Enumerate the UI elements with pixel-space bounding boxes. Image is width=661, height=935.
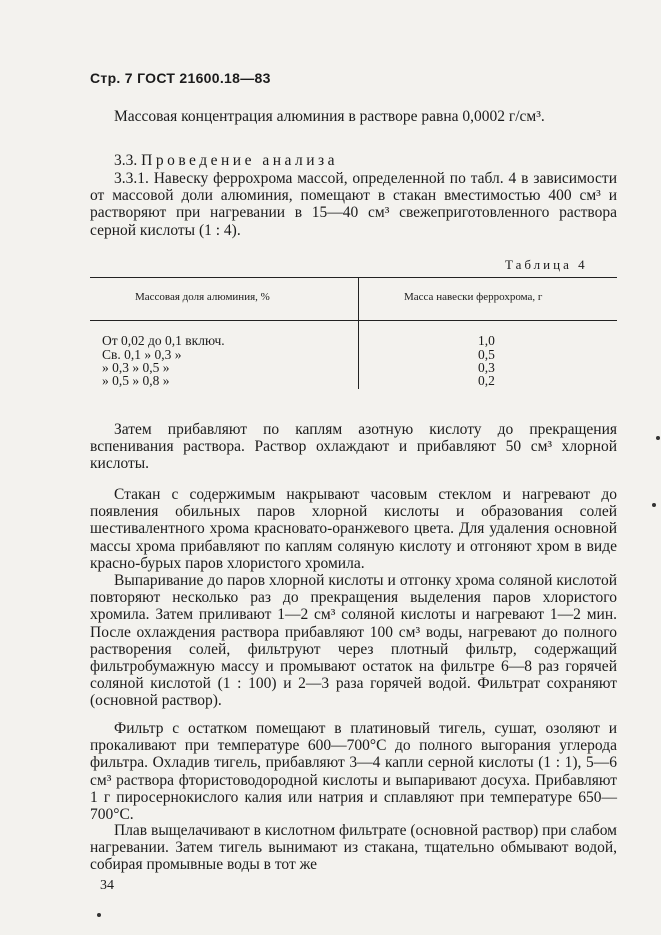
table-header-ferrochrome: Масса навески феррохрома, г [404, 291, 543, 303]
body-paragraph: Фильтр с остатком помещают в платиновый тигель, сушат, озоляют и прокаливают при температуре 600—700°С до полного выгорания углерода фильтра. Охладив тигель, прибавляют 3—4 капли серной кислоты (1 : 1), 5—6 см³ раствора фтористоводородной кислоты и выпаривают досуха. Прибавляют 1 г пиросернокислого калия или натрия и сплавляют при температуре 650—700°С. [90, 720, 617, 824]
table-row-mass: 0,3 [478, 360, 495, 375]
section-title: Проведение анализа [141, 152, 339, 169]
table-header-rule [90, 320, 617, 321]
table-caption: Таблица 4 [505, 257, 588, 272]
table-row-mass: 0,2 [478, 373, 495, 388]
body-paragraph: Выпаривание до паров хлорной кислоты и отгонку хрома соляной кислотой повторяют несколько раз до прекращения выделения паров хлористого хромила. Затем приливают 1—2 см³ соляной кислоты и нагревают 1—2 мин. После охлаждения раствора прибавляют 100 см³ воды, нагревают до полного растворения солей, фильтруют через плотный фильтр, содержащий фильтробумажную массу и промывают остаток на фильтре 6—8 раз горячей соляной кислотой (1 : 100) и 2—3 раза горячей водой. Фильтрат сохраняют (основной раствор). [90, 572, 617, 710]
section-number: 3.3. [114, 152, 138, 169]
paragraph-3-3-1: 3.3.1. Навеску феррохрома массой, определенной по табл. 4 в зависимости от массовой доли алюминия, помещают в стакан вместимостью 400 см³ и растворяют при нагревании в 15—40 см³ свежеприготовленного раствора серной кислоты (1 : 4). [90, 170, 617, 239]
table-row-range: От 0,02 до 0,1 включ. [102, 333, 225, 348]
table-row-mass: 1,0 [478, 333, 495, 348]
table-row-range: » 0,5 » 0,8 » [102, 373, 170, 388]
scan-speck [97, 913, 101, 917]
intro-paragraph: Массовая концентрация алюминия в растворе равна 0,0002 г/см³. [114, 108, 545, 125]
body-paragraph: Плав выщелачивают в кислотном фильтрате (основной раствор) при слабом нагревании. Затем тигель вынимают из стакана, тщательно обмывают водой, собирая промывные воды в тот же [90, 822, 617, 874]
section-heading [114, 152, 338, 170]
table-row-range: » 0,3 » 0,5 » [102, 360, 170, 375]
table-column-divider [358, 277, 359, 389]
page-header: Стр. 7 ГОСТ 21600.18—83 [90, 70, 271, 86]
body-paragraph: Стакан с содержимым накрывают часовым стеклом и нагревают до появления обильных паров хлорной кислоты и образования солей шестивалентного хрома красновато-оранжевого цвета. Для удаления основной массы хрома прибавляют по каплям соляную кислоту и отгоняют хром в виде красно-бурых паров хлористого хромила. [90, 486, 617, 572]
scan-speck [652, 503, 656, 507]
table-header-aluminium: Массовая доля алюминия, % [135, 291, 270, 303]
page-number: 34 [100, 878, 114, 893]
table-row-mass: 0,5 [478, 347, 495, 362]
body-paragraph: Затем прибавляют по каплям азотную кислоту до прекращения вспенивания раствора. Раствор охлаждают и прибавляют 50 см³ хлорной кислоты. [90, 421, 617, 473]
scan-speck [656, 436, 660, 440]
table-top-rule [90, 277, 617, 278]
table-row-range: Св. 0,1 » 0,3 » [102, 347, 182, 362]
